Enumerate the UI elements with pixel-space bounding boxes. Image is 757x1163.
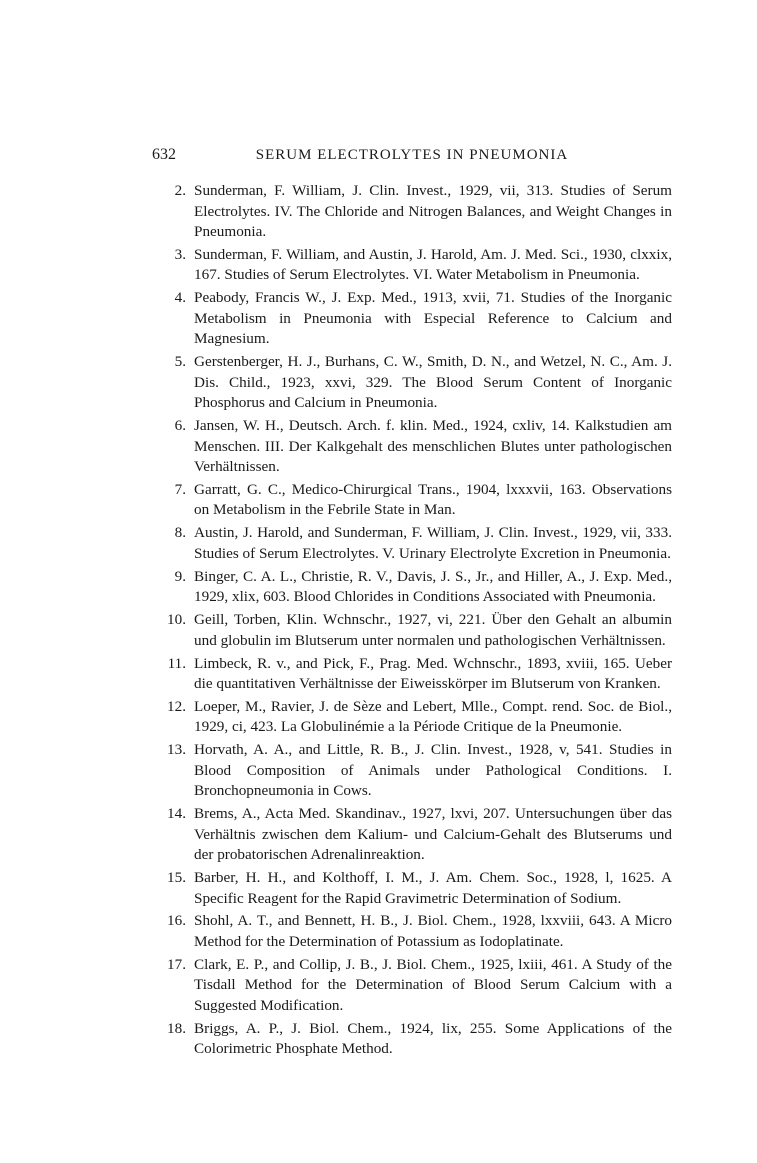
reference-text: Limbeck, R. v., and Pick, F., Prag. Med. Wchnschr., 1893, xviii, 165. Ueber die quantitativen Verhältnisse der Eiweisskörper im Blutserum von Kranken. xyxy=(194,654,672,693)
reference-item xyxy=(152,523,672,564)
reference-text: Briggs, A. P., J. Biol. Chem., 1924, lix, 255. Some Applications of the Colorimetric Phosphate Method. xyxy=(194,1019,672,1058)
reference-number: 6. xyxy=(174,417,186,435)
reference-number: 14. xyxy=(167,805,186,823)
reference-item xyxy=(152,352,672,414)
reference-text: Gerstenberger, H. J., Burhans, C. W., Smith, D. N., and Wetzel, N. C., Am. J. Dis. Child., 1923, xxvi, 329. The Blood Serum Content of Inorganic Phosphorus and Calcium in Pneumonia. xyxy=(194,353,672,412)
reference-text: Horvath, A. A., and Little, R. B., J. Clin. Invest., 1928, v, 541. Studies in Blood Composition of Animals under Pathological Conditions. I. Bronchopneumonia in Cows. xyxy=(194,741,672,800)
reference-item xyxy=(152,567,672,608)
reference-number: 7. xyxy=(174,480,186,498)
reference-text: Austin, J. Harold, and Sunderman, F. William, J. Clin. Invest., 1929, vii, 333. Studies of Serum Electrolytes. V. Urinary Electrolyte Excretion in Pneumonia. xyxy=(194,524,672,562)
running-title: SERUM ELECTROLYTES IN PNEUMONIA xyxy=(255,147,569,163)
reference-item xyxy=(152,416,672,478)
reference-number: 4. xyxy=(174,289,186,307)
reference-item xyxy=(152,955,672,1017)
reference-text: Geill, Torben, Klin. Wchnschr., 1927, vi, 221. Über den Gehalt an albumin und globulin im Blutserum unter normalen und pathologischen Verhältnissen. xyxy=(194,611,672,649)
reference-item xyxy=(152,697,672,738)
reference-number: 17. xyxy=(167,955,186,973)
reference-number: 5. xyxy=(174,353,186,371)
reference-item xyxy=(152,245,672,286)
reference-number: 16. xyxy=(167,912,186,930)
reference-text: Clark, E. P., and Collip, J. B., J. Biol. Chem., 1925, lxiii, 461. A Study of the Tisdall Method for the Determination of Blood Serum Calcium with a Suggested Modification. xyxy=(194,955,672,1014)
reference-text: Brems, A., Acta Med. Skandinav., 1927, lxvi, 207. Untersuchungen über das Verhältnis zwischen dem Kalium- und Calcium-Gehalt des Blutserums und der probatorischen Adrenalinreaktion. xyxy=(194,805,672,864)
reference-number: 15. xyxy=(167,869,186,887)
reference-item xyxy=(152,911,672,952)
reference-text: Loeper, M., Ravier, J. de Sèze and Lebert, Mlle., Compt. rend. Soc. de Biol., 1929, ci, 423. La Globulinémie a la Période Critique de la Pneumonie. xyxy=(194,697,672,736)
reference-number: 13. xyxy=(167,741,186,759)
reference-number: 18. xyxy=(167,1019,186,1037)
reference-text: Binger, C. A. L., Christie, R. V., Davis, J. S., Jr., and Hiller, A., J. Exp. Med., 1929, xlix, 603. Blood Chlorides in Conditions Associated with Pneumonia. xyxy=(194,567,672,606)
reference-item xyxy=(152,654,672,695)
reference-number: 9. xyxy=(174,567,186,585)
reference-number: 12. xyxy=(167,697,186,715)
reference-number: 11. xyxy=(167,654,186,672)
reference-text: Jansen, W. H., Deutsch. Arch. f. klin. Med., 1924, cxliv, 14. Kalkstudien am Menschen. III. Der Kalkgehalt des menschlichen Blutes unter pathologischen Verhältnissen. xyxy=(194,417,672,476)
reference-number: 3. xyxy=(174,245,186,263)
reference-item xyxy=(152,1019,672,1060)
reference-text: Sunderman, F. William, and Austin, J. Harold, Am. J. Med. Sci., 1930, clxxix, 167. Studies of Serum Electrolytes. VI. Water Metabolism in Pneumonia. xyxy=(194,245,672,284)
reference-number: 10. xyxy=(167,611,186,629)
reference-item xyxy=(152,610,672,651)
reference-item xyxy=(152,868,672,909)
reference-item xyxy=(152,480,672,521)
reference-item xyxy=(152,181,672,243)
reference-text: Garratt, G. C., Medico-Chirurgical Trans., 1904, lxxxvii, 163. Observations on Metabolism in the Febrile State in Man. xyxy=(194,480,672,519)
reference-text: Peabody, Francis W., J. Exp. Med., 1913, xvii, 71. Studies of the Inorganic Metabolism in Pneumonia with Especial Reference to Calcium and Magnesium. xyxy=(194,289,672,348)
reference-item xyxy=(152,288,672,350)
reference-text: Sunderman, F. William, J. Clin. Invest., 1929, vii, 313. Studies of Serum Electrolytes. IV. The Chloride and Nitrogen Balances, and Weight Changes in Pneumonia. xyxy=(194,182,672,240)
page-header xyxy=(152,145,672,165)
reference-text: Shohl, A. T., and Bennett, H. B., J. Biol. Chem., 1928, lxxviii, 643. A Micro Method for the Determination of Potassium as Iodoplatinate. xyxy=(194,912,672,950)
reference-number: 8. xyxy=(174,524,186,542)
reference-number: 2. xyxy=(174,182,186,199)
reference-list xyxy=(152,181,672,1062)
reference-item xyxy=(152,740,672,802)
page-number: 632 xyxy=(152,146,176,163)
reference-item xyxy=(152,804,672,866)
reference-text: Barber, H. H., and Kolthoff, I. M., J. Am. Chem. Soc., 1928, l, 1625. A Specific Reagent for the Rapid Gravimetric Determination of Sodium. xyxy=(194,869,672,907)
